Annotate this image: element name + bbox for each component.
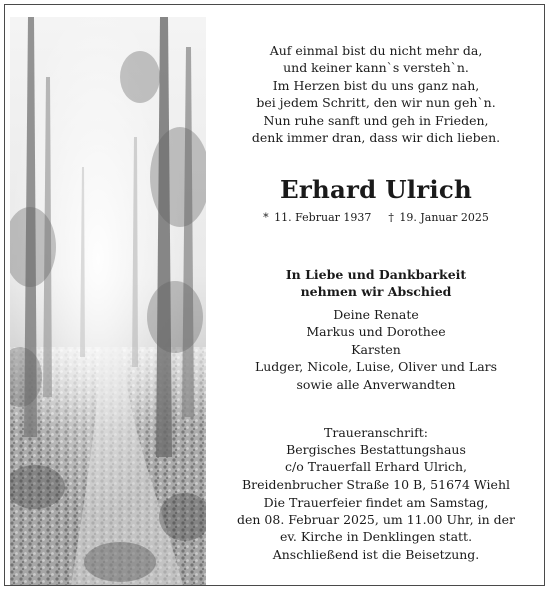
- poem-line: Im Herzen bist du uns ganz nah,: [272, 77, 480, 93]
- service-line: Anschließend ist die Beisetzung.: [272, 546, 480, 562]
- death-symbol: †: [388, 211, 394, 224]
- address-line: c/o Trauerfall Erhard Ulrich,: [284, 459, 468, 475]
- poem-line: bei jedem Schritt, den wir nun geh`n.: [256, 95, 496, 111]
- forest-path-photo: [10, 17, 206, 586]
- death-date: 19. Januar 2025: [399, 211, 489, 224]
- birth-symbol: *: [263, 211, 269, 224]
- birth-date: 11. Februar 1937: [274, 211, 372, 224]
- poem-line: Auf einmal bist du nicht mehr da,: [269, 43, 483, 58]
- address-line: Breidenbrucher Straße 10 B, 51674 Wiehl: [242, 476, 510, 492]
- poem-line: und keiner kann`s versteh`n.: [283, 60, 469, 76]
- forest-image-icon: [10, 17, 206, 586]
- poem-line: Nun ruhe sanft und geh in Frieden,: [263, 112, 489, 128]
- farewell-heading: [212, 266, 540, 300]
- mourner-line: sowie alle Anverwandten: [296, 376, 456, 392]
- address-line: Bergisches Bestattungshaus: [286, 442, 466, 458]
- life-dates: [212, 211, 540, 224]
- funeral-service-info: [212, 494, 540, 563]
- farewell-line: In Liebe und Dankbarkeit: [285, 267, 467, 282]
- poem: [212, 42, 540, 146]
- mourner-line: Deine Renate: [333, 307, 419, 322]
- service-line: den 08. Februar 2025, um 11.00 Uhr, in der: [236, 512, 515, 528]
- mourner-line: Ludger, Nicole, Luise, Oliver und Lars: [254, 359, 498, 375]
- mourners-list: [212, 306, 540, 393]
- mourner-line: Markus und Dorothee: [306, 324, 446, 340]
- deceased-name: Erhard Ulrich: [279, 175, 473, 204]
- service-line: ev. Kirche in Denklingen statt.: [279, 529, 473, 545]
- poem-line: denk immer dran, dass wir dich lieben.: [251, 130, 501, 146]
- address-line: Traueranschrift:: [324, 425, 428, 440]
- mourner-line: Karsten: [351, 341, 401, 357]
- obituary-text: [212, 5, 540, 585]
- obituary-card: [4, 4, 545, 586]
- mourning-address: [212, 424, 540, 493]
- service-line: Die Trauerfeier findet am Samstag,: [263, 495, 489, 510]
- farewell-line: nehmen wir Abschied: [300, 284, 452, 299]
